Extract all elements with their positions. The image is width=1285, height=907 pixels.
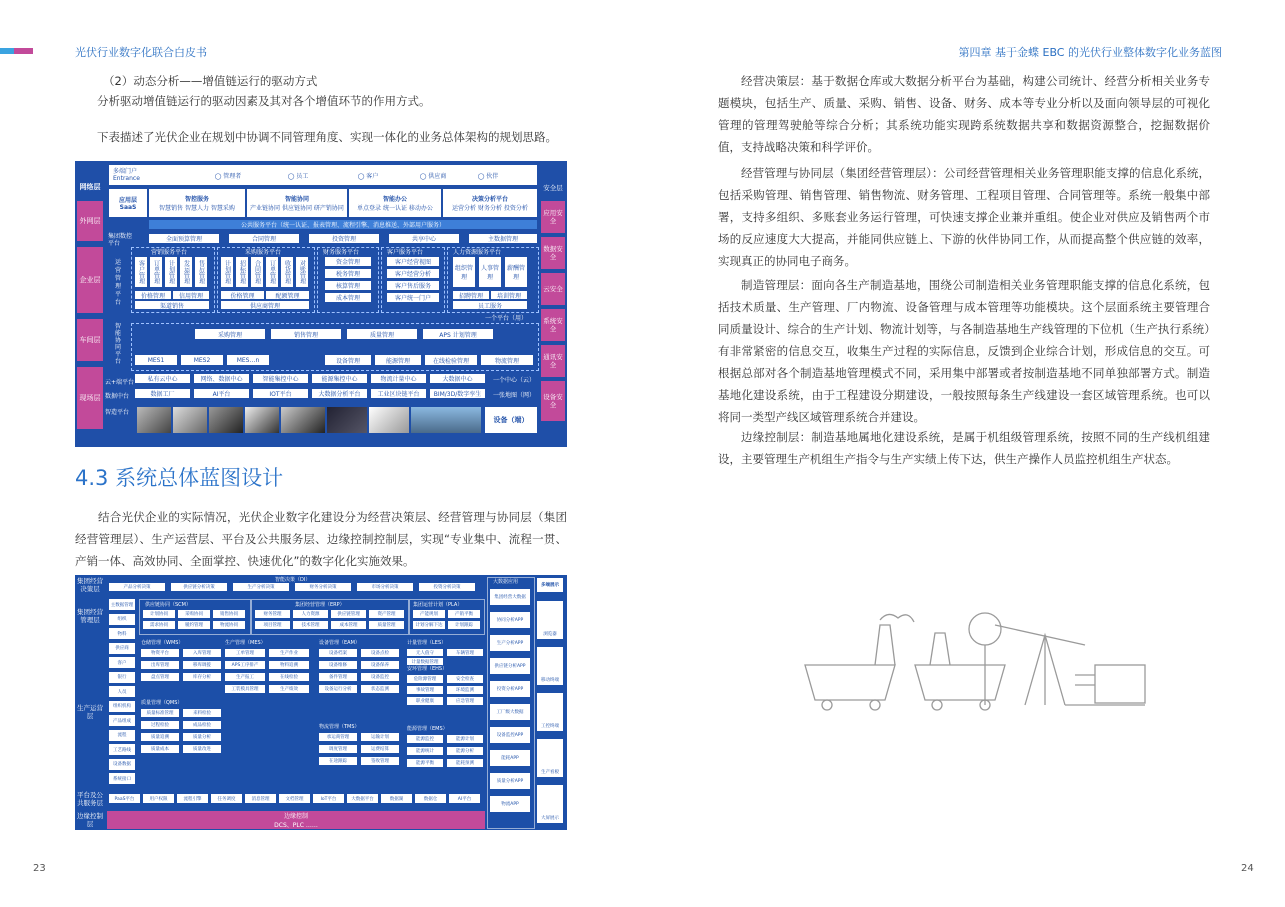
erp-item: 财务管理 bbox=[255, 610, 290, 618]
gp-item-3: 共享中心 bbox=[389, 234, 459, 243]
master-data-item: 银行 bbox=[109, 672, 135, 683]
decision-item: 市场分析决策 bbox=[357, 583, 413, 591]
security-cloud: 云安全 bbox=[541, 273, 565, 305]
decision-item: 产品分析决策 bbox=[109, 583, 165, 591]
big-data-item: 生产分析APP bbox=[490, 635, 530, 651]
eam-item: 设备运行分析 bbox=[319, 685, 357, 693]
user-icon: ◯ bbox=[287, 172, 297, 180]
scm-item: 履约管理 bbox=[178, 621, 210, 629]
gp-item-4: 主数据管理 bbox=[469, 234, 537, 243]
page-number-right: 24 bbox=[1241, 863, 1254, 874]
pla-item: 产能规划 bbox=[413, 610, 445, 618]
tms-item: 承运商管理 bbox=[319, 733, 357, 741]
wms-item: 物资平台 bbox=[141, 649, 179, 657]
public-service-bar: 公共服务平台（统一认证、报表管理、流程引擎、消息推送、外部用户服务） bbox=[149, 220, 537, 229]
display-item: 移动终端 bbox=[537, 647, 563, 685]
industrial-line-illustration bbox=[785, 605, 1165, 720]
procurement-item: 合同管理 bbox=[251, 257, 263, 287]
erp-item: 技术管理 bbox=[293, 621, 328, 629]
decision-item: 供应链分析决策 bbox=[171, 583, 227, 591]
qms-item: 质量成本 bbox=[141, 745, 179, 753]
erp-item: 项目管理 bbox=[255, 621, 290, 629]
cloud-item: 物流计量中心 bbox=[371, 374, 426, 383]
big-data-item: 能耗APP bbox=[490, 750, 530, 766]
les-item: 计量数据管理 bbox=[407, 658, 443, 665]
erp-item: 供应链管理 bbox=[331, 610, 366, 618]
wms-item: 出库管理 bbox=[141, 661, 179, 669]
platform-item: IoT平台 bbox=[313, 794, 344, 803]
data-platform-item: 工业区块链平台 bbox=[371, 389, 426, 398]
device-photo-2 bbox=[173, 407, 207, 433]
role-supplier: ◯ 供应商 bbox=[419, 172, 447, 180]
master-data-item: 人员 bbox=[109, 686, 135, 697]
user-icon: ◯ bbox=[419, 172, 429, 180]
layer-management: 集团经营管理层 bbox=[77, 608, 103, 624]
eam-item: 设备点检 bbox=[361, 649, 399, 657]
ems-item: 能源计划 bbox=[447, 735, 483, 743]
group-platform-label: 集团数控平台 bbox=[108, 233, 133, 247]
platform-item: 文档管理 bbox=[279, 794, 310, 803]
data-platform-item: 大数据分析平台 bbox=[312, 389, 367, 398]
mes-item: 在线检验 bbox=[269, 673, 309, 681]
decision-item: 投资分析决策 bbox=[419, 583, 475, 591]
marketing-item: 发运管理 bbox=[180, 257, 192, 287]
procurement-item: 计划管理 bbox=[221, 257, 233, 287]
marketing-bottom: 信用管理 bbox=[173, 291, 209, 299]
mes-item: 工装模具管理 bbox=[225, 685, 265, 693]
user-icon: ◯ bbox=[477, 172, 487, 180]
cloud-item: 能源集控中心 bbox=[312, 374, 367, 383]
procurement-item: 收货管理 bbox=[281, 257, 293, 287]
layer-workshop: 车间层 bbox=[77, 319, 103, 361]
data-platform-item: AI平台 bbox=[194, 389, 249, 398]
tms-item: 运费结算 bbox=[361, 745, 399, 753]
decision-item: 财务分析决策 bbox=[295, 583, 351, 591]
device-photo-1 bbox=[137, 407, 171, 433]
app-group-1: 智能协同 产业链协同 供应链协同 研产销协同 bbox=[247, 189, 347, 217]
decision-item: 生产分析决策 bbox=[233, 583, 289, 591]
security-data: 数据安全 bbox=[541, 237, 565, 269]
layer-field: 现场层 bbox=[77, 367, 103, 429]
les-item: 无人值守 bbox=[407, 649, 443, 656]
app-group-2: 智能办公 单点登录 统一认证 移动办公 bbox=[349, 189, 441, 217]
security-comm: 通讯安全 bbox=[541, 345, 565, 377]
one-platform-label: 一个平台（用） bbox=[485, 315, 528, 322]
qms-item: 来料检验 bbox=[183, 709, 221, 717]
portal-label: 多端门户 bbox=[113, 168, 138, 175]
intro-line: 分析驱动增值链运行的驱动因素及其对各个增值环节的作用方式。 bbox=[97, 94, 431, 108]
display-item: 工控终端 bbox=[537, 693, 563, 731]
procurement-bottom: 价格管理 bbox=[221, 291, 264, 299]
system-blueprint-diagram: 集团经营决策层 集团经营管理层 生产运营层 平台及公共服务层 边缘控制层 智能决策（DI） 产品分析决策 供应链分析决策 生产分析决策 财务分析决策 市场分析决策 投资分析决策 供应链协同（SCM） 集团经营管理（ERP） 集团运营计划（PLA） 计划协同 采购协同 销售协同 需求协同 履约管理 物流协同 财务管理 人力资源 供应链管理 资产管理 项目管理 技术管理 成本管理 质量管理 产能规划 产销平衡 计划分解下达 计划跟踪 主数据管理 组织 物料 供应商 客户 银行 人员 组织机构 产品组成 流程 工艺路线 设备数据 系统接口 仓储管理（WMS） 生产管理（MES） 设备管理（EAM） 计量管理（LES） 安环管理（EHS） 质量管理（QMS） 物流管理（TMS） 能源管理（EMS） 物资平台 入库管理 出库管理 移库调拨 盘点管理 库存分析 工单管理 生产作业 APS工序排产 物料追溯 生产报工 在线检验 工装模具管理 生产绩效 质量标准管理 来料检验 过程检验 成品检验 质量追溯 质量分析 质量成本 质量改进 设备档案 设备点检 设备维修 设备保养 备件管理 设备监控 设备运行分析 状态监测 承运商管理 运输计划 调度管理 运费结算 在途跟踪 签收管理 无人值守 车辆管理 计量数据管理 危险源管理 安全检查 事故管理 环境监测 职业健康 应急管理 能源监控 能源计划 能源统计 能源分析 能源平衡 能耗预测 PaaS平台 用户权限 流程引擎 任务调度 消息管理 文档管理 IoT平台 大数据平台 数据湖 数据仓 AI平台 边缘控制 DCS、PLC …… 大数据应用 集团经营大数据 协同分析APP 生产分析APP 供应链分析APP 投资分析APP 工厂级大数据 设备监控APP 能耗APP 质量分析APP 物流APP 多端展示 浏览器 移动终端 工控终端 生产看板 大屏展示 bbox=[75, 575, 567, 830]
eam-item: 设备维修 bbox=[319, 661, 357, 669]
qms-item: 质量标准管理 bbox=[141, 709, 179, 717]
master-data-item: 流程 bbox=[109, 730, 135, 741]
layer-enterprise: 企业层 bbox=[77, 247, 103, 313]
pla-item: 计划跟踪 bbox=[448, 621, 480, 629]
tms-item: 运输计划 bbox=[361, 733, 399, 741]
right-para-1: 经营决策层：基于数据仓库或大数据分析平台为基础，构建公司统计、经营分析相关业务专题模块，包括生产、质量、采购、销售、设备、财务、成本等专业分析以及面向领导层的可视化管理的管理驾驶舱等综合分析；其系统功能实现跨系统数据共享和数据资源整合，挖掘数据价值，支持战略决策和科学评价。 bbox=[718, 74, 1210, 154]
qms-item: 质量追溯 bbox=[141, 733, 179, 741]
layer-external: 外网层 bbox=[77, 201, 103, 241]
ems-item: 能源监控 bbox=[407, 735, 443, 743]
ehs-item: 环境监测 bbox=[447, 686, 483, 694]
workshop-label: 智能协同平台 bbox=[115, 323, 122, 365]
ehs-item: 职业健康 bbox=[407, 697, 443, 705]
ehs-item: 事故管理 bbox=[407, 686, 443, 694]
role-customer: ◯ 客户 bbox=[357, 172, 379, 180]
procurement-bottom: 供应商管理 bbox=[221, 301, 309, 309]
ems-item: 能源统计 bbox=[407, 747, 443, 755]
procurement-item: 招标管理 bbox=[236, 257, 248, 287]
scm-item: 物流协同 bbox=[213, 621, 245, 629]
eam-item: 设备保养 bbox=[361, 661, 399, 669]
user-icon: ◯ bbox=[214, 172, 224, 180]
erp-item: 资产管理 bbox=[369, 610, 404, 618]
ems-item: 能源分析 bbox=[447, 747, 483, 755]
user-icon: ◯ bbox=[357, 172, 367, 180]
data-platform-item: 数据工厂 bbox=[135, 389, 190, 398]
eam-item: 状态监测 bbox=[361, 685, 399, 693]
layer-production: 生产运营层 bbox=[77, 704, 103, 720]
platform-item: 数据仓 bbox=[415, 794, 446, 803]
cloud-item: 大数据中心 bbox=[430, 374, 485, 383]
app-group-0: 智控服务 智慧销售 智慧人力 智慧采购 bbox=[149, 189, 245, 217]
big-data-item: 投资分析APP bbox=[490, 681, 530, 697]
big-data-item: 质量分析APP bbox=[490, 773, 530, 789]
edge-control-bar: 边缘控制 DCS、PLC …… bbox=[107, 811, 485, 829]
role-manager: ◯ 管理者 bbox=[214, 172, 242, 180]
table-intro: 下表描述了光伏企业在规划中协调不同管理角度、实现一体化的业务总体架构的规划思路。 bbox=[97, 130, 557, 144]
marketing-item: 售后管理 bbox=[195, 257, 207, 287]
layer-network: 网络层 bbox=[77, 179, 103, 195]
device-label: 设备（端） bbox=[485, 407, 537, 433]
master-data-item: 主数据管理 bbox=[109, 599, 135, 610]
layer-column bbox=[75, 161, 103, 447]
right-para-2: 经营管理与协同层（集团经营管理层）：公司经营管理相关业务管理职能支撑的信息化系统，包括采购管理、销售管理、销售物流、财务管理、工程项目管理、合同管理等。系统一般集中部署，支持多组织、多账套业务运行管理，可快速支撑企业兼并重组。使企业对供应及销售两个市场的反应速度大大提高，并能同供应链上、下游的伙伴协同工作，从而提高整个供应链的效率，实现真正的协同电子商务。 bbox=[718, 166, 1210, 268]
header-accent-pink bbox=[14, 48, 33, 54]
big-data-item: 协同分析APP bbox=[490, 612, 530, 628]
ehs-item: 安全检查 bbox=[447, 675, 483, 683]
right-para-4: 边缘控制层：制造基地属地化建设系统，是属于机组级管理系统，按照不同的生产线机组建设，主要管理生产机组生产指令与生产实绩上传下达，供生产操作人员监控机组生产状态。 bbox=[718, 430, 1210, 466]
ehs-item: 应急管理 bbox=[447, 697, 483, 705]
security-system: 系统安全 bbox=[541, 309, 565, 341]
role-partner: ◯ 伙伴 bbox=[477, 172, 499, 180]
platform-item: 大数据平台 bbox=[347, 794, 378, 803]
big-data-item: 供应链分析APP bbox=[490, 658, 530, 674]
marketing-bottom: 价格管理 bbox=[135, 291, 171, 299]
marketing-item: 订单管理 bbox=[150, 257, 162, 287]
cloud-item: 网络、数据中心 bbox=[194, 374, 249, 383]
section-body: 结合光伏企业的实际情况，光伏企业数字化建设分为经营决策层、经营管理与协同层（集团经营管理层）、生产运营层、平台及公共服务层、边缘控制控制层，实现“专业集中、流程一贯、产销一体、高效协同、全面掌控、快速优化”的数字化化实施效果。 bbox=[75, 510, 567, 568]
app-layer-label: 应用层 SaaS bbox=[109, 189, 147, 217]
display-item: 浏览器 bbox=[537, 601, 563, 639]
device-photo-8 bbox=[411, 407, 481, 433]
erp-item: 人力资源 bbox=[293, 610, 328, 618]
marketing-bottom: 渠道销售 bbox=[135, 301, 209, 309]
procurement-item: 订单管理 bbox=[266, 257, 278, 287]
right-running-head: 第四章 基于金蝶 EBC 的光伏行业整体数字化业务蓝图 bbox=[958, 46, 1222, 59]
page-number-left: 23 bbox=[33, 863, 46, 874]
marketing-item: 客户管理 bbox=[135, 257, 147, 287]
cloud-item: 智能集控中心 bbox=[253, 374, 308, 383]
master-data-item: 客户 bbox=[109, 657, 135, 668]
scm-item: 需求协同 bbox=[143, 621, 175, 629]
display-item: 生产看板 bbox=[537, 739, 563, 777]
mes-item: 生产报工 bbox=[225, 673, 265, 681]
portal-row bbox=[109, 165, 537, 185]
scm-item: 采购协同 bbox=[178, 610, 210, 618]
bu-procurement bbox=[217, 247, 315, 313]
gp-item-1: 合同管理 bbox=[229, 234, 299, 243]
master-data-item: 工艺路线 bbox=[109, 744, 135, 755]
platform-item: 消息管理 bbox=[245, 794, 276, 803]
layer-edge: 边缘控制层 bbox=[77, 812, 103, 828]
device-photo-5 bbox=[281, 407, 325, 433]
app-group-3: 决策分析平台 运营分析 财务分析 投资分析 bbox=[443, 189, 537, 217]
gp-item-2: 投资管理 bbox=[309, 234, 379, 243]
qms-item: 质量改进 bbox=[183, 745, 221, 753]
tms-item: 在途跟踪 bbox=[319, 757, 357, 765]
master-data-item: 供应商 bbox=[109, 643, 135, 654]
big-data-item: 工厂级大数据 bbox=[490, 704, 530, 720]
data-platform-item: IOT平台 bbox=[253, 389, 308, 398]
platform-item: 任务调度 bbox=[211, 794, 242, 803]
mes-item: 生产绩效 bbox=[269, 685, 309, 693]
eam-item: 设备档案 bbox=[319, 649, 357, 657]
pla-item: 产销平衡 bbox=[448, 610, 480, 618]
platform-item: 流程引擎 bbox=[177, 794, 208, 803]
gp-item-0: 全面预算管理 bbox=[149, 234, 219, 243]
security-column bbox=[539, 161, 567, 447]
right-para-3: 制造管理层：面向各生产制造基地，围绕公司制造相关业务管理职能支撑的信息化系统，包括技术质量、生产管理、厂内物流、设备管理与成本管理等功能模块。这个层面系统主要管理合同质量设计、综合的生产计划、物流计划等，与各制造基地生产线管理的下位机（生产执行系统）有非常紧密的信息交互，收集生产过程的实际信息，反馈到企业综合计划，形成信息的交互。可根据总部对各个制造基地管理模式不同，采用集中部署或者按制造基地不同单独部署方式。制造基地化建设系统，由于工程建设分期建设，一般按照每条生产线建设一套区域管理系统。也可以将同一类型产线区域管理系统合并建设。 bbox=[718, 278, 1210, 424]
display-item: 大屏展示 bbox=[537, 785, 563, 823]
mes-item: 物料追溯 bbox=[269, 661, 309, 669]
big-data-item: 设备监控APP bbox=[490, 727, 530, 743]
one-network-label: 一张地图（网） bbox=[493, 392, 536, 399]
scm-item: 计划协同 bbox=[143, 610, 175, 618]
security-app: 应用安全 bbox=[541, 201, 565, 233]
ehs-item: 危险源管理 bbox=[407, 675, 443, 683]
les-item: 车辆管理 bbox=[447, 649, 483, 656]
wms-item: 移库调拨 bbox=[183, 661, 221, 669]
scm-item: 销售协同 bbox=[213, 610, 245, 618]
ems-item: 能源平衡 bbox=[407, 759, 443, 767]
cloud-item: 私有云中心 bbox=[135, 374, 190, 383]
data-platform-item: BIM/3D/数字孪生 bbox=[430, 389, 485, 398]
wms-item: 库存分析 bbox=[183, 673, 221, 681]
tms-item: 调度管理 bbox=[319, 745, 357, 753]
qms-item: 过程检验 bbox=[141, 721, 179, 729]
master-data-item: 组织机构 bbox=[109, 701, 135, 712]
device-photo-4 bbox=[245, 407, 279, 433]
tms-item: 签收管理 bbox=[361, 757, 399, 765]
eam-item: 设备监控 bbox=[361, 673, 399, 681]
business-architecture-diagram: 网络层 外网层 企业层 车间层 现场层 安全层 应用安全 数据安全 云安全 系统安全 通讯安全 设备安全 多端门户 Entrance ◯ 管理者 ◯ 员工 ◯ 客户 ◯ 供应商 ◯ 伙伴 应用层 SaaS 智控服务 智慧销售 智慧人力 智慧采购 智能协同 产业链协同 供应链协同 研产销协同 智能办公 单点登录 统一认证 移动办公 决策分析平台 运营分析 财务分析 投资分析 公共服务平台（统一认证、报表管理、流程引擎、消息推送、外部用户服务） 集团数控平台 全面预算管理 合同管理 投资管理 共享中心 主数据管理 运营管理平台 营销服务平台 客户管理 订单管理 计划管理 发运管理 售后管理 价格管理 信用管理 渠道销售 计划管理 招标管理 合同管理 订单管理 收货管理 对账管理 价格管理 配额管理 供应商管理 采购服务平台 财务服务平台 资金管理 税务管理 核算管理 成本管理 客户服务平台 客户经营视图 客户经营分析 客户售后服务 客户统一门户 人力资源服务平台 组织管理 人事管理 薪酬管理 招聘管理 培训管理 员工服务 一个平台（用） 智能协同平台 采购管理 销售管理 质量管理 APS 计划管理 MES1 MES2 MES…n 设备管理 能源管理 在线检验管理 物流管理 云+端平台 数据中台 智造平台 私有云中心 网络、数据中心 智能集控中心 能源集控中心 物流计量中心 大数据中心 数据工厂 AI平台 IOT平台 大数据分析平台 工业区块链平台 BIM/3D/数字孪生 一个中心（云） 一张地图（网） 设备（端） bbox=[75, 161, 567, 447]
mes-item: APS工序排产 bbox=[225, 661, 265, 669]
master-data-item: 系统接口 bbox=[109, 773, 135, 784]
pla-item: 计划分解下达 bbox=[413, 621, 445, 629]
layer-platform: 平台及公共服务层 bbox=[77, 791, 103, 807]
layer-decision: 集团经营决策层 bbox=[77, 577, 103, 593]
erp-item: 质量管理 bbox=[369, 621, 404, 629]
security-header: 安全层 bbox=[543, 184, 563, 192]
qms-item: 成品检验 bbox=[183, 721, 221, 729]
multi-display-title: 多端展示 bbox=[537, 578, 563, 592]
ems-item: 能耗预测 bbox=[447, 759, 483, 767]
device-photo-7 bbox=[369, 407, 409, 433]
eam-item: 备件管理 bbox=[319, 673, 357, 681]
master-data-item: 物料 bbox=[109, 628, 135, 639]
portal-sublabel: Entrance bbox=[113, 175, 140, 182]
device-photo-6 bbox=[327, 407, 367, 433]
platform-item: 数据湖 bbox=[381, 794, 412, 803]
erp-item: 成本管理 bbox=[331, 621, 366, 629]
one-center-label: 一个中心（云） bbox=[493, 377, 536, 384]
platform-item: AI平台 bbox=[449, 794, 480, 803]
platform-item: PaaS平台 bbox=[109, 794, 140, 803]
master-data-item: 设备数据 bbox=[109, 759, 135, 770]
marketing-item: 计划管理 bbox=[165, 257, 177, 287]
header-accent-blue bbox=[0, 48, 14, 54]
procurement-item: 对账管理 bbox=[296, 257, 308, 287]
intro-heading: （2）动态分析——增值链运行的驱动方式 bbox=[103, 74, 318, 88]
qms-item: 质量分析 bbox=[183, 733, 221, 741]
master-data-item: 组织 bbox=[109, 614, 135, 625]
role-employee: ◯ 员工 bbox=[287, 172, 309, 180]
wms-item: 入库管理 bbox=[183, 649, 221, 657]
big-data-item: 集团经营大数据 bbox=[490, 589, 530, 605]
wms-item: 盘点管理 bbox=[141, 673, 179, 681]
device-photo-3 bbox=[209, 407, 243, 433]
procurement-bottom: 配额管理 bbox=[266, 291, 309, 299]
section-title: 4.3 系统总体蓝图设计 bbox=[75, 466, 284, 490]
big-data-item: 物流APP bbox=[490, 796, 530, 812]
mes-item: 工单管理 bbox=[225, 649, 265, 657]
security-device: 设备安全 bbox=[541, 381, 565, 421]
left-running-head: 光伏行业数字化联合白皮书 bbox=[75, 46, 207, 59]
ops-platform-label: 运营管理平台 bbox=[115, 259, 122, 306]
mes-item: 生产作业 bbox=[269, 649, 309, 657]
master-data-item: 产品组成 bbox=[109, 715, 135, 726]
platform-item: 用户权限 bbox=[143, 794, 174, 803]
